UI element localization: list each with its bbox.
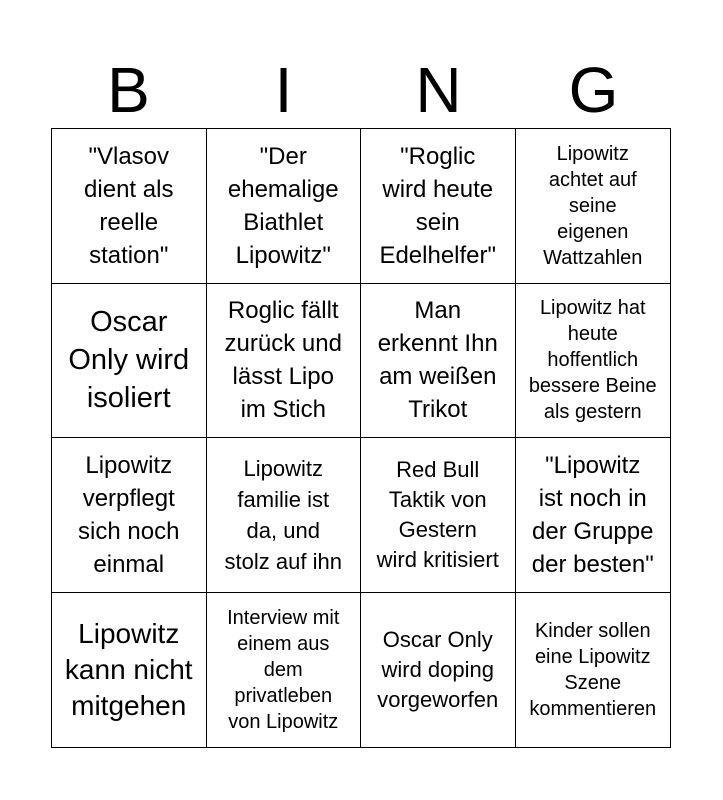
- bingo-cell-text: "Roglic wird heute sein Edelhelfer": [379, 142, 497, 269]
- header-letter-i: I: [274, 54, 293, 126]
- bingo-cell-text: Interview mit einem aus dem privatleben von Lipowitz: [227, 606, 340, 733]
- bingo-cell-r1c4[interactable]: [516, 129, 671, 284]
- bingo-cell-text: "Vlasov dient als reelle station": [84, 142, 174, 269]
- bingo-cell-text: Man erkennt Ihn am weißen Trikot: [377, 297, 498, 424]
- bingo-cell-r4c4[interactable]: [516, 593, 671, 748]
- bingo-cell-text: "Lipowitz ist noch in der Gruppe der besten": [531, 451, 654, 578]
- bingo-cell-r1c1[interactable]: [52, 129, 207, 284]
- bingo-cell-r3c3[interactable]: [361, 438, 516, 593]
- bingo-cell-text: Lipowitz familie ist da, und stolz auf ihn: [224, 455, 342, 574]
- bingo-cell-text: Roglic fällt zurück und lässt Lipo im Stich: [224, 297, 342, 424]
- bingo-cell-text: Lipowitz verpflegt sich noch einmal: [78, 451, 180, 578]
- bingo-cell-text: Kinder sollen eine Lipowitz Szene kommentieren: [529, 619, 657, 720]
- header-letter-b: B: [107, 54, 150, 126]
- bingo-cell-r2c4[interactable]: [516, 284, 671, 439]
- bingo-cell-r4c3[interactable]: [361, 593, 516, 748]
- bingo-cell-text: Red Bull Taktik von Gestern wird kritisiert: [376, 456, 499, 572]
- bingo-cell-r3c4[interactable]: [516, 438, 671, 593]
- header-letter-n: N: [415, 54, 462, 126]
- bingo-cell-text: Oscar Only wird doping vorgeworfen: [377, 626, 499, 712]
- header-letter-g: G: [568, 54, 619, 126]
- bingo-cell-text: Lipowitz kann nicht mitgehen: [64, 617, 193, 721]
- bingo-cell-r2c3[interactable]: [361, 284, 516, 439]
- bingo-card-grid: [51, 128, 671, 748]
- bingo-cell-r4c1[interactable]: [52, 593, 207, 748]
- bingo-cell-r2c1[interactable]: [52, 284, 207, 439]
- bingo-cell-r1c2[interactable]: [207, 129, 362, 284]
- bingo-cell-text: "Der ehemalige Biathlet Lipowitz": [227, 142, 339, 269]
- bingo-cell-r4c2[interactable]: [207, 593, 362, 748]
- bingo-cell-r1c3[interactable]: [361, 129, 516, 284]
- bingo-cell-r2c2[interactable]: [207, 284, 362, 439]
- bingo-cell-text: Lipowitz achtet auf seine eigenen Wattzahlen: [543, 142, 643, 269]
- bingo-cell-text: Oscar Only wird isoliert: [68, 306, 190, 415]
- bingo-cell-r3c2[interactable]: [207, 438, 362, 593]
- bingo-header: [51, 52, 671, 128]
- bingo-cell-r3c1[interactable]: [52, 438, 207, 593]
- bingo-cell-text: Lipowitz hat heute hoffentlich bessere Beine als gestern: [528, 297, 657, 424]
